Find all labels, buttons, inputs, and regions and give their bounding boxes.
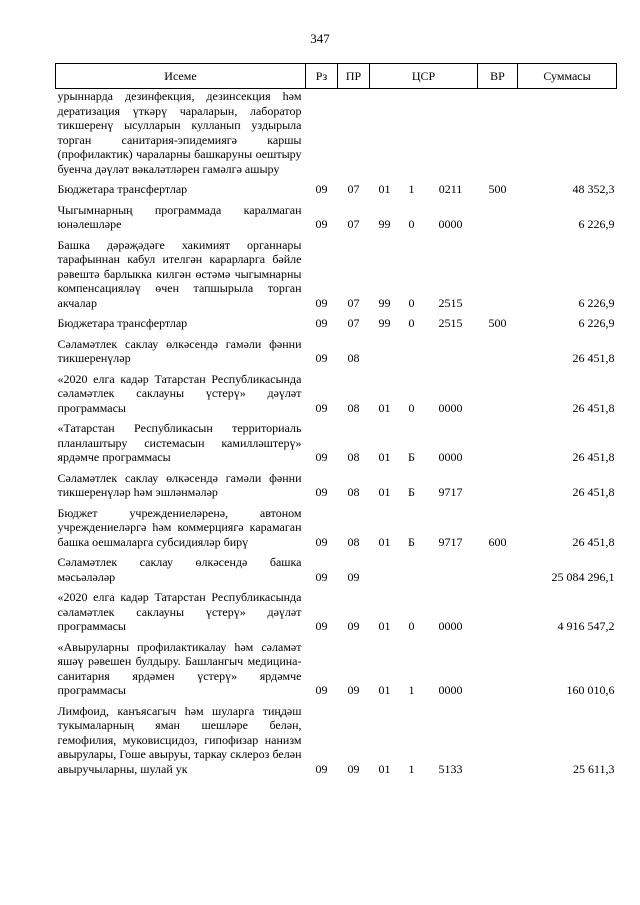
row-vr	[478, 637, 518, 701]
row-rz: 09	[315, 217, 328, 231]
row-vr	[478, 369, 518, 419]
row-pr: 07	[347, 295, 360, 310]
row-csr-program: 01	[378, 619, 391, 633]
row-name: Лимфоид, канъясагыч һәм шуларга тиңдәш тукымаларның яман шешләре белән, гемофилия, муковисцидоз, гипофизар нанизм авырулары, Гоше авыруы, таркау склероз белән авыручыларны, шулай ук	[57, 703, 302, 776]
row-rz: 09	[315, 295, 328, 310]
row-csr-direction	[424, 89, 478, 180]
row-csr-program: 99	[378, 217, 391, 231]
row-pr: 09	[347, 683, 360, 697]
row-vr	[478, 587, 518, 637]
row-name: Сәламәтлек саклау өлкәсендә гамәли фәнни тикшеренүләр	[57, 336, 302, 365]
row-pr: 08	[347, 534, 360, 549]
header-sum: Суммасы	[518, 64, 617, 89]
row-csr-direction: 0000	[438, 217, 463, 231]
row-csr-subprogram: 1	[408, 182, 415, 196]
row-vr	[478, 468, 518, 503]
row-pr: 08	[347, 400, 360, 415]
row-csr-subprogram: 1	[408, 761, 415, 776]
row-rz: 09	[315, 485, 328, 499]
header-rz: Рз	[306, 64, 338, 89]
row-csr-direction: 0000	[438, 619, 463, 633]
row-name: «2020 елга кадәр Татарстан Республикасында сәламәтлек саклауны үстерү» дәүләт программасы	[57, 371, 302, 415]
row-name: Бюджетара трансфертлар	[57, 182, 188, 196]
table-row	[56, 89, 617, 180]
row-sum: 25 611,3	[572, 761, 615, 776]
row-csr-program	[370, 334, 400, 369]
row-csr-subprogram: 0	[408, 316, 415, 330]
row-csr-direction	[424, 552, 478, 587]
row-sum: 6 226,9	[578, 217, 615, 231]
budget-table	[55, 63, 617, 779]
table-row	[56, 468, 617, 503]
row-csr-direction: 2515	[438, 316, 463, 330]
row-csr-program: 99	[378, 295, 391, 310]
row-name: Бюджетара трансфертлар	[57, 316, 188, 330]
row-csr-direction: 5133	[438, 761, 463, 776]
row-sum: 26 451,8	[572, 400, 615, 415]
row-vr	[478, 89, 518, 180]
row-rz: 09	[315, 450, 328, 464]
row-pr: 08	[347, 485, 360, 499]
row-pr: 08	[347, 450, 360, 464]
row-vr: 500	[488, 182, 507, 196]
table-row	[56, 418, 617, 468]
row-sum: 25 084 296,1	[551, 569, 615, 584]
header-csr: ЦСР	[370, 64, 478, 89]
row-pr	[338, 89, 370, 180]
row-vr	[478, 200, 518, 235]
row-pr: 09	[347, 569, 360, 584]
row-name: Чыгымнарның программада каралмаган юнәлешләре	[57, 202, 302, 231]
row-sum: 26 451,8	[572, 450, 615, 464]
row-csr-program: 99	[378, 316, 391, 330]
row-rz	[306, 89, 338, 180]
table-row	[56, 637, 617, 701]
row-rz: 09	[315, 182, 328, 196]
row-pr: 07	[347, 182, 360, 196]
row-name: урыннарда дезинфекция, дезинсекция һәм дератизация үткәрү чараларын, лаборатор тикшеренү ысулларын кулланып уздырыла торган санитария-эпидемиягә каршы (профилактик) чараларны башкаруны оештыру буенча дәүләт вәкаләтләрен гамәлгә ашыру	[57, 89, 302, 176]
row-rz: 09	[315, 400, 328, 415]
row-vr	[478, 418, 518, 468]
row-csr-subprogram	[400, 89, 424, 180]
row-csr-direction: 9717	[438, 485, 463, 499]
row-name: Сәламәтлек саклау өлкәсендә башка мәсьәләләр	[57, 555, 302, 584]
row-csr-direction: 0211	[438, 182, 463, 196]
row-name: «Авыруларны профилактикалау һәм сәламәт яшәү рәвешен булдыру. Башлангыч медицина-санитария ярдәмен үстерү» ярдәмче программасы	[57, 639, 302, 697]
row-pr: 07	[347, 217, 360, 231]
table-row	[56, 587, 617, 637]
table-row	[56, 369, 617, 419]
row-sum: 6 226,9	[578, 316, 615, 330]
row-sum: 26 451,8	[572, 485, 615, 499]
row-csr-subprogram: 0	[408, 217, 415, 231]
row-csr-direction: 0000	[438, 683, 463, 697]
row-pr: 08	[347, 351, 360, 365]
row-rz: 09	[315, 569, 328, 584]
row-csr-direction	[424, 334, 478, 369]
row-rz: 09	[315, 683, 328, 697]
page-number: 347	[310, 31, 330, 46]
row-name: «2020 елга кадәр Татарстан Республикасында сәламәтлек саклауны үстерү» дәүләт программасы	[57, 590, 302, 633]
row-rz: 09	[315, 619, 328, 633]
row-csr-program: 01	[378, 450, 391, 464]
row-name: Сәламәтлек саклау өлкәсендә гамәли фәнни тикшеренүләр һәм эшләнмәләр	[57, 470, 302, 499]
table-row	[56, 313, 617, 334]
row-sum	[518, 89, 617, 180]
row-pr: 09	[347, 619, 360, 633]
row-sum: 6 226,9	[578, 295, 615, 310]
row-pr: 09	[347, 761, 360, 776]
row-csr-subprogram: Б	[408, 450, 415, 464]
row-csr-subprogram: 0	[408, 295, 415, 310]
row-csr-program: 01	[378, 485, 391, 499]
row-vr: 600	[488, 534, 507, 549]
row-rz: 09	[315, 761, 328, 776]
table-row	[56, 235, 617, 314]
row-csr-subprogram	[400, 334, 424, 369]
row-name: «Татарстан Республикасын территориаль планлаштыру системасын камилләштерү» ярдәмче программасы	[57, 421, 302, 464]
row-sum: 26 451,8	[572, 534, 615, 549]
header-vr: ВР	[478, 64, 518, 89]
row-vr	[478, 235, 518, 314]
row-vr	[478, 334, 518, 369]
row-csr-subprogram: Б	[408, 534, 415, 549]
row-csr-program: 01	[378, 182, 391, 196]
row-rz: 09	[315, 316, 328, 330]
row-vr	[478, 552, 518, 587]
row-csr-subprogram	[400, 552, 424, 587]
row-csr-subprogram: 0	[408, 619, 415, 633]
row-csr-direction: 9717	[438, 534, 463, 549]
row-csr-subprogram: Б	[408, 485, 415, 499]
row-sum: 160 010,6	[566, 683, 615, 697]
header-pr: ПР	[338, 64, 370, 89]
table-row	[56, 552, 617, 587]
row-csr-subprogram: 0	[408, 400, 415, 415]
table-row	[56, 334, 617, 369]
row-sum: 26 451,8	[572, 351, 615, 365]
row-csr-program	[370, 552, 400, 587]
row-pr: 07	[347, 316, 360, 330]
table-row	[56, 701, 617, 780]
row-csr-direction: 2515	[438, 295, 463, 310]
table-row	[56, 503, 617, 553]
row-sum: 48 352,3	[572, 182, 615, 196]
row-csr-direction: 0000	[438, 450, 463, 464]
row-rz: 09	[315, 351, 328, 365]
row-csr-program: 01	[378, 683, 391, 697]
row-csr-direction: 0000	[438, 400, 463, 415]
row-sum: 4 916 547,2	[557, 619, 615, 633]
row-csr-subprogram: 1	[408, 683, 415, 697]
row-name: Башка дәрәҗәдәге хакимият органнары тарафыннан кабул ителгән карарларга бәйле рәвештә барлыкка килгән өстәмә чыгымнарны компенсацияләү өчен тапшырыла торган акчалар	[57, 237, 302, 310]
row-name: Бюджет учреждениеләренә, автоном учреждениеләргә һәм коммерциягә карамаган башка оешмаларга субсидияләр бирү	[57, 505, 302, 549]
table-row	[56, 200, 617, 235]
row-csr-program	[370, 89, 400, 180]
row-vr: 500	[488, 316, 507, 330]
row-vr	[478, 701, 518, 780]
row-csr-program: 01	[378, 761, 391, 776]
row-csr-program: 01	[378, 534, 391, 549]
row-rz: 09	[315, 534, 328, 549]
row-csr-program: 01	[378, 400, 391, 415]
table-header-row	[56, 64, 617, 89]
header-name: Исеме	[56, 64, 306, 89]
table-row	[56, 179, 617, 200]
